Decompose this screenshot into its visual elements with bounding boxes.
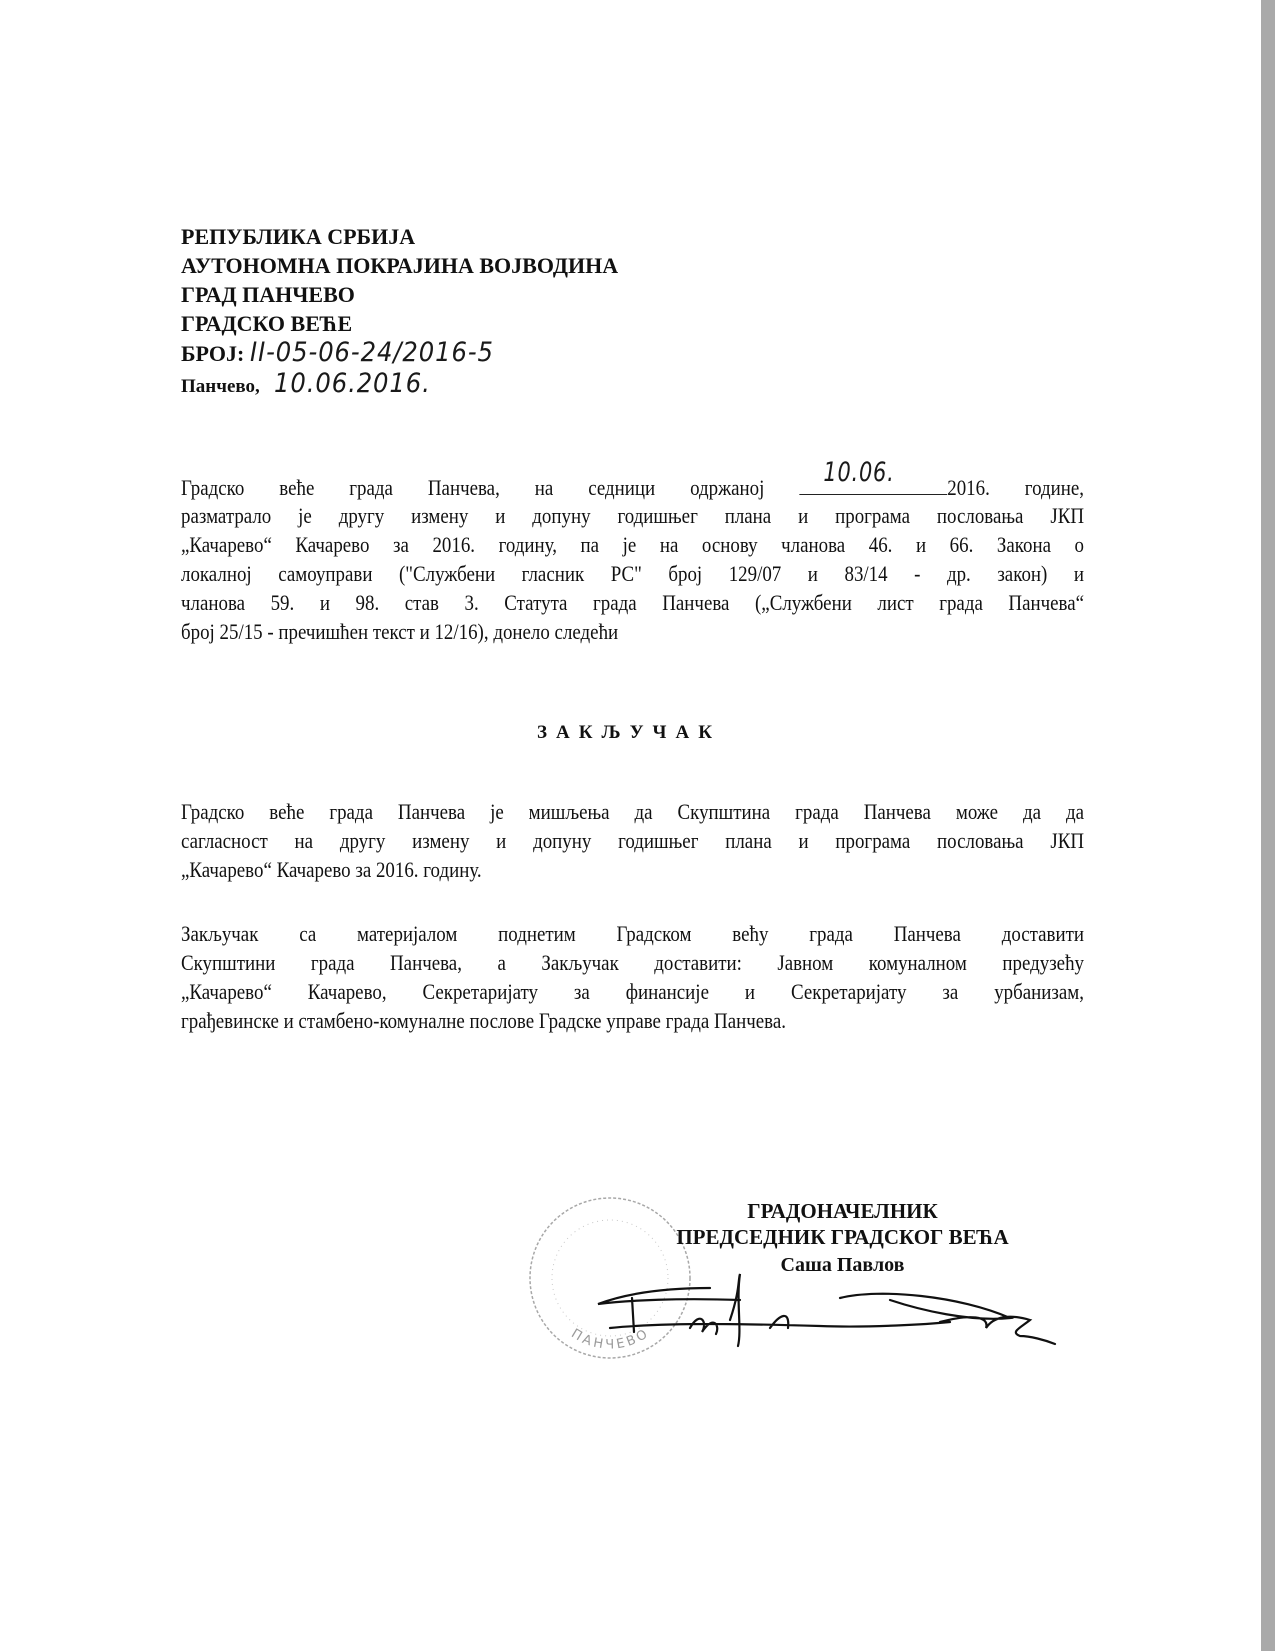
header-line-council: ГРАДСКО ВЕЋЕ xyxy=(181,311,353,336)
document-title: ЗАКЉУЧАК xyxy=(537,722,721,743)
svg-text:ПАНЧЕВО: ПАНЧЕВО xyxy=(568,1325,653,1353)
conclusion-line: сагласност на другу измену и допуну годишњег плана и програма пословања ЈКП xyxy=(181,828,1084,853)
document-place-date xyxy=(181,369,448,401)
number-label: БРОЈ: xyxy=(181,341,245,366)
header-line-province: АУТОНОМНА ПОКРАЈИНА ВОЈВОДИНА xyxy=(181,253,619,278)
intro-text: 2016. године, xyxy=(947,475,1084,500)
document-number xyxy=(181,338,521,368)
conclusion-line: Закључак са материјалом поднетим Градском већу града Панчева доставити xyxy=(181,921,1084,946)
conclusion-line: Скупштини града Панчева, а Закључак доставити: Јавном комуналном предузећу xyxy=(181,950,1084,975)
session-date-blank xyxy=(799,457,947,495)
number-value-handwritten: II-05-06-24/2016-5 xyxy=(249,337,494,368)
conclusion-paragraph-2 xyxy=(181,919,1084,1035)
conclusion-line: „Качарево“ Качарево за 2016. годину. xyxy=(181,857,482,882)
place-label: Панчево, xyxy=(181,376,260,397)
intro-line: локалној самоуправи ("Службени гласник РС" број 129/07 и 83/14 - др. закон) и xyxy=(181,561,1084,586)
intro-line: „Качарево“ Качарево за 2016. годину, па је на основу чланова 46. и 66. Закона о xyxy=(181,532,1084,557)
conclusion-line: Градско веће града Панчева је мишљења да Скупштина града Панчева може да да xyxy=(181,799,1084,824)
intro-line: чланова 59. и 98. став 3. Статута града Панчева („Службени лист града Панчева“ xyxy=(181,590,1084,615)
intro-line: разматрало је другу измену и допуну годишњег плана и програма пословања ЈКП xyxy=(181,503,1084,528)
intro-text: Градско веће града Панчева, на седници одржаној xyxy=(181,475,765,500)
session-date-handwritten: 10.06. xyxy=(823,457,895,488)
scan-edge xyxy=(1261,0,1275,1651)
handwritten-signature xyxy=(590,1270,1060,1350)
conclusion-line: „Качарево“ Качарево, Секретаријату за финансије и Секретаријату за урбанизам, xyxy=(181,979,1084,1004)
signatory-title-mayor: ГРАДОНАЧЕЛНИК xyxy=(747,1199,938,1223)
signatory-title-president: ПРЕДСЕДНИК ГРАДСКОГ ВЕЋА xyxy=(676,1225,1009,1249)
conclusion-line: грађевинске и стамбено-комуналне послове Градске управе града Панчева. xyxy=(181,1008,786,1033)
header-line-city: ГРАД ПАНЧЕВО xyxy=(181,282,355,307)
conclusion-paragraph-1 xyxy=(181,797,1084,884)
intro-line: број 25/15 - пречишћен текст и 12/16), донело следећи xyxy=(181,619,619,644)
header-line-republic: РЕПУБЛИКА СРБИЈА xyxy=(181,224,416,249)
date-handwritten: 10.06.2016. xyxy=(274,368,431,399)
signatory-name: Саша Павлов xyxy=(780,1254,905,1276)
intro-paragraph xyxy=(181,457,1084,646)
